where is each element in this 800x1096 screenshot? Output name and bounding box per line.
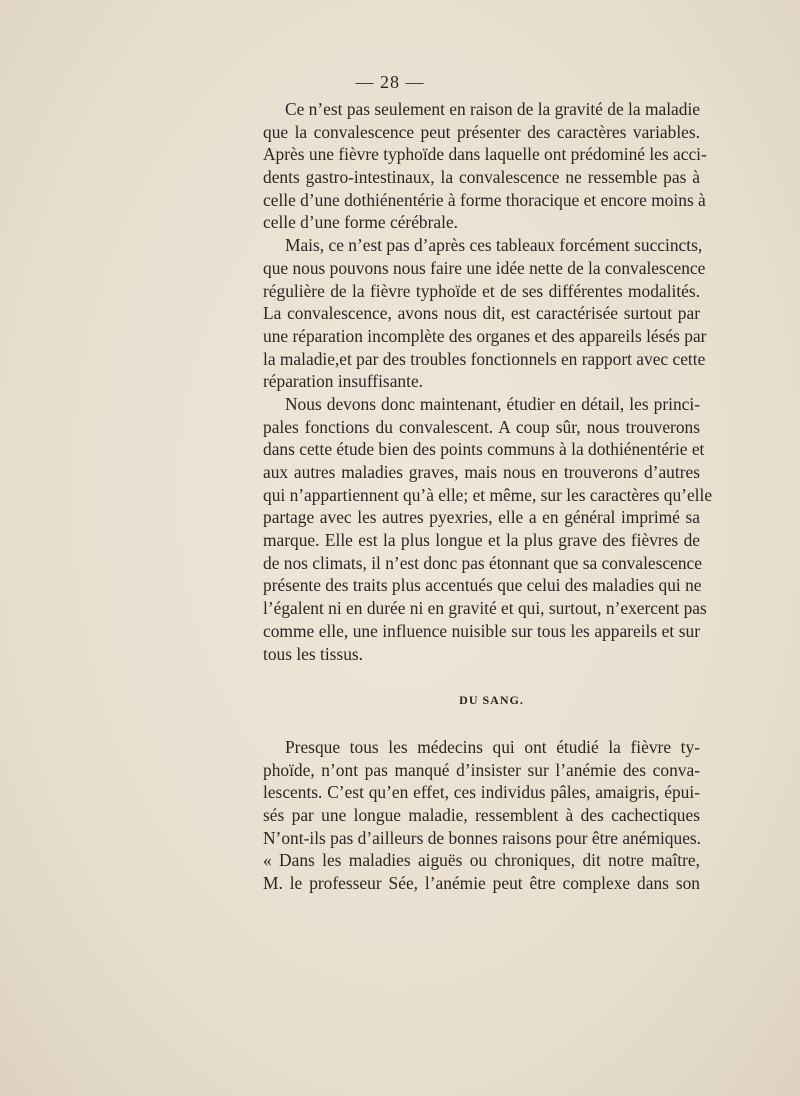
page-number: — 28 — — [355, 72, 425, 92]
text-line: celle d’une dothiénentérie à forme thoracique et encore moins à — [263, 189, 706, 210]
text-line: La convalescence, avons nous dit, est caractérisée surtout par — [263, 303, 700, 324]
text-line: que nous pouvons nous faire une idée nette de la convalescence — [263, 257, 706, 278]
text-line: une réparation incomplète des organes et des appareils lésés par — [263, 325, 707, 346]
text-line: que la convalescence peut présenter des caractères variables. — [263, 121, 700, 142]
paragraph-3 — [263, 393, 713, 665]
text-line: partage avec les autres pyexries, elle a en général imprimé sa — [263, 507, 700, 528]
text-line: phoïde, n’ont pas manqué d’insister sur l’anémie des conva- — [263, 759, 700, 780]
text-line: dans cette étude bien des points communs à la dothiénentérie et — [263, 439, 705, 460]
text-line: Ce n’est pas seulement en raison de la gravité de la maladie — [285, 99, 700, 119]
text-line: tous les tissus. — [263, 643, 364, 664]
text-line: celle d’une forme cérébrale. — [263, 212, 459, 233]
body-text — [263, 98, 713, 895]
text-line: la maladie,et par des troubles fonctionnels en rapport avec cette — [263, 348, 706, 369]
section-heading: DU SANG. — [459, 693, 524, 708]
text-line: sés par une longue maladie, ressemblent à des cachectiques — [263, 804, 700, 825]
text-line: marque. Elle est la plus longue et la plus grave des fièvres de — [263, 530, 700, 551]
text-line: M. le professeur Sée, l’anémie peut être complexe dans son — [263, 873, 700, 893]
text-line: aux autres maladies graves, mais nous en trouverons d’autres — [263, 462, 700, 482]
text-line: l’égalent ni en durée ni en gravité et qui, surtout, n’exercent pas — [263, 598, 707, 619]
text-line: Nous devons donc maintenant, étudier en détail, les princi- — [285, 393, 700, 414]
text-line: Après une fièvre typhoïde dans laquelle ont prédominé les acci- — [263, 144, 707, 165]
text-line: lescents. C’est qu’en effet, ces individus pâles, amaigris, épui- — [263, 782, 700, 803]
text-line: réparation insuffisante. — [263, 371, 424, 392]
text-line: de nos climats, il n’est donc pas étonnant que sa convalescence — [263, 552, 702, 573]
text-line: pales fonctions du convalescent. A coup sûr, nous trouverons — [263, 416, 700, 437]
text-line: comme elle, une influence nuisible sur tous les appareils et sur — [263, 620, 700, 641]
text-line: Mais, ce n’est pas d’après ces tableaux forcément succincts, — [285, 235, 703, 256]
text-line: présente des traits plus accentués que celui des maladies qui ne — [263, 575, 702, 596]
paragraph-4 — [263, 736, 700, 895]
text-line: N’ont-ils pas d’ailleurs de bonnes raisons pour être anémiques. — [263, 827, 702, 848]
text-line: qui n’appartiennent qu’à elle; et même, sur les caractères qu’elle — [263, 484, 713, 505]
text-line: dents gastro-intestinaux, la convalescence ne ressemble pas à — [263, 167, 700, 188]
paragraph-2 — [263, 234, 707, 393]
text-line: « Dans les maladies aiguës ou chroniques, dit notre maître, — [263, 850, 700, 871]
text-line: régulière de la fièvre typhoïde et de ses différentes modalités. — [263, 280, 700, 301]
text-line: Presque tous les médecins qui ont étudié la fièvre ty- — [285, 736, 700, 757]
paragraph-1 — [263, 98, 707, 234]
